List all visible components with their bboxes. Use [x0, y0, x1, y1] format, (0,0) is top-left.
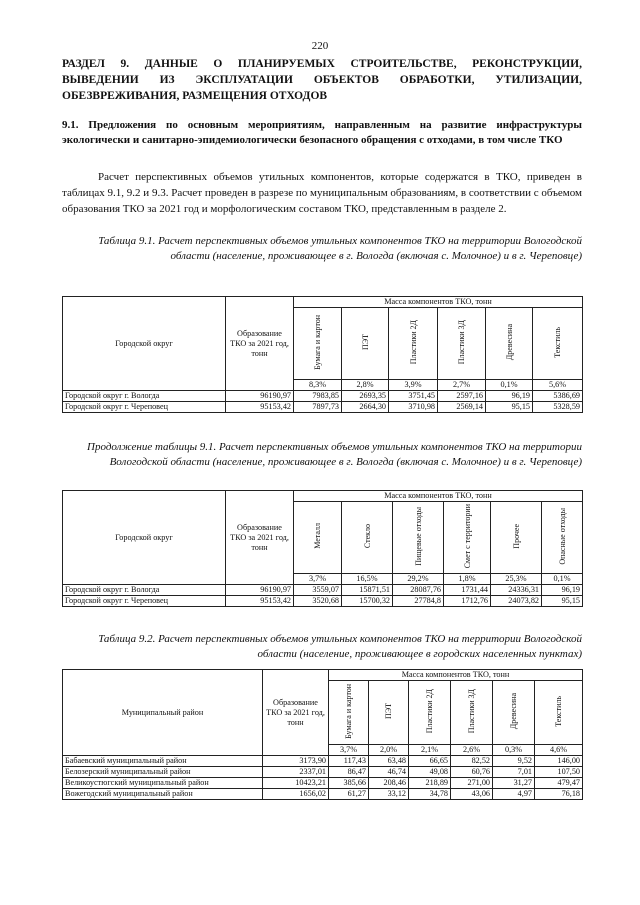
table2-group-header: Масса компонентов ТКО, тонн	[329, 670, 583, 681]
table2-percent: 2,0%	[369, 745, 409, 756]
table1-component-header: Древесина	[486, 308, 533, 380]
table-row: Вожегодский муниципальный район 1656,02 61,27 33,12 34,78 43,06 4,97 76,18	[63, 789, 583, 800]
table1-component-header: ПЭТ	[342, 308, 389, 380]
table2-percent: 0,3%	[493, 745, 535, 756]
table2-percent: 2,6%	[451, 745, 493, 756]
table1-cont-percent: 29,2%	[393, 574, 444, 585]
table1-cont-component-header: Стекло	[342, 502, 393, 574]
table1-cont-percent: 0,1%	[542, 574, 583, 585]
table1-cont-component-header: Смет с территории	[444, 502, 491, 574]
table2	[62, 669, 583, 800]
table-row: Великоустюгский муниципальный район 10423,21 385,66 208,46 218,89 271,00 31,27 479,47	[63, 778, 583, 789]
table1-group-header: Масса компонентов ТКО, тонн	[294, 297, 583, 308]
table1-component-header: Бумага и картон	[294, 308, 342, 380]
table1-percent: 0,1%	[486, 380, 533, 391]
table1-cont-caption: Продолжение таблицы 9.1. Расчет перспективных объемов утильных компонентов ТКО на территории Вологодской области (население, проживающее в г. Вологда (включая с. Молочное) и в г. Череповце)	[87, 441, 582, 468]
table-row: Городской округ г. Череповец 95153,42 7897,73 2664,30 3710,98 2569,14 95,15 5328,59	[63, 402, 583, 413]
table2-component-header: Пластики 3Д	[451, 681, 493, 745]
table1	[62, 296, 583, 413]
table1-cont-component-header: Металл	[294, 502, 342, 574]
table1-col-region: Городской округ	[63, 297, 226, 391]
table1-percent: 8,3%	[294, 380, 342, 391]
table-row: Белозерский муниципальный район 2337,01 86,47 46,74 49,08 60,76 7,01 107,50	[63, 767, 583, 778]
table-row: Бабаевский муниципальный район 3173,90 117,43 63,48 66,65 82,52 9,52 146,00	[63, 756, 583, 767]
table1-percent: 2,7%	[438, 380, 486, 391]
table2-component-header: Текстиль	[535, 681, 583, 745]
page-number: 220	[311, 40, 329, 52]
table-row: Городской округ г. Череповец 95153,42 3520,68 15700,32 27784,8 1712,76 24073,82 95,15	[63, 596, 583, 607]
table1-caption: Таблица 9.1. Расчет перспективных объемов утильных компонентов ТКО на территории Вологодской области (население, проживающее в г. Вологда (включая с. Молочное) и в г. Череповце)	[98, 235, 582, 262]
table1-cont-percent: 1,8%	[444, 574, 491, 585]
table2-col-formation: Образование ТКО за 2021 год, тонн	[263, 670, 329, 756]
table1-cont-percent: 16,5%	[342, 574, 393, 585]
table1-percent: 3,9%	[389, 380, 438, 391]
table1-cont-percent: 3,7%	[294, 574, 342, 585]
table2-caption: Таблица 9.2. Расчет перспективных объемов утильных компонентов ТКО на территории Вологодской области (население, проживающее в городских населенных пунктах)	[98, 633, 582, 660]
table1-component-header: Пластики 3Д	[438, 308, 486, 380]
intro-paragraph: Расчет перспективных объемов утильных компонентов, которые содержатся в ТКО, приведен в таблицах 9.1, 9.2 и 9.3. Расчет проведен в разрезе по муниципальным образованиям, в соответствии с объемом образования ТКО за 2021 год и морфологическим составом ТКО, представленным в разделе 2.	[62, 171, 582, 215]
table1-cont-col-region: Городской округ	[63, 491, 226, 585]
table1-component-header: Текстиль	[533, 308, 583, 380]
table2-component-header: Пластики 2Д	[409, 681, 451, 745]
table1-cont-component-header: Опасные отходы	[542, 502, 583, 574]
table1-cont-component-header: Прочее	[491, 502, 542, 574]
table2-col-region: Муниципальный район	[63, 670, 263, 756]
table1-component-header: Пластики 2Д	[389, 308, 438, 380]
subsection-title: 9.1. Предложения по основным мероприятиям, направленным на развитие инфраструктуры экологически и санитарно-эпидемиологически безопасного обращения с отходами, в том числе ТКО	[62, 119, 582, 146]
table1-percent: 5,6%	[533, 380, 583, 391]
table2-percent: 4,6%	[535, 745, 583, 756]
table2-component-header: ПЭТ	[369, 681, 409, 745]
table1-cont-col-formation: Образование ТКО за 2021 год, тонн	[226, 491, 294, 585]
table2-percent: 2,1%	[409, 745, 451, 756]
table1-cont-group-header: Масса компонентов ТКО, тонн	[294, 491, 583, 502]
table-row: Городской округ г. Вологда 96190,97 3559,07 15871,51 28087,76 1731,44 24336,31 96,19	[63, 585, 583, 596]
table1-cont-percent: 25,3%	[491, 574, 542, 585]
table1-percent: 2,8%	[342, 380, 389, 391]
table2-component-header: Древесина	[493, 681, 535, 745]
table1-continuation	[62, 490, 583, 607]
section-title: РАЗДЕЛ 9. ДАННЫЕ О ПЛАНИРУЕМЫХ СТРОИТЕЛЬСТВЕ, РЕКОНСТРУКЦИИ, ВЫВЕДЕНИИ ИЗ ЭКСПЛУАТАЦИИ ОБЪЕКТОВ ОБРАБОТКИ, УТИЛИЗАЦИИ, ОБЕЗВРЕЖИВАНИЯ, РАЗМЕЩЕНИЯ ОТХОДОВ	[62, 58, 582, 102]
table2-component-header: Бумага и картон	[329, 681, 369, 745]
table1-cont-component-header: Пищевые отходы	[393, 502, 444, 574]
table-row: Городской округ г. Вологда 96190,97 7983,85 2693,35 3751,45 2597,16 96,19 5386,69	[63, 391, 583, 402]
table1-col-formation: Образование ТКО за 2021 год, тонн	[226, 297, 294, 391]
table2-percent: 3,7%	[329, 745, 369, 756]
